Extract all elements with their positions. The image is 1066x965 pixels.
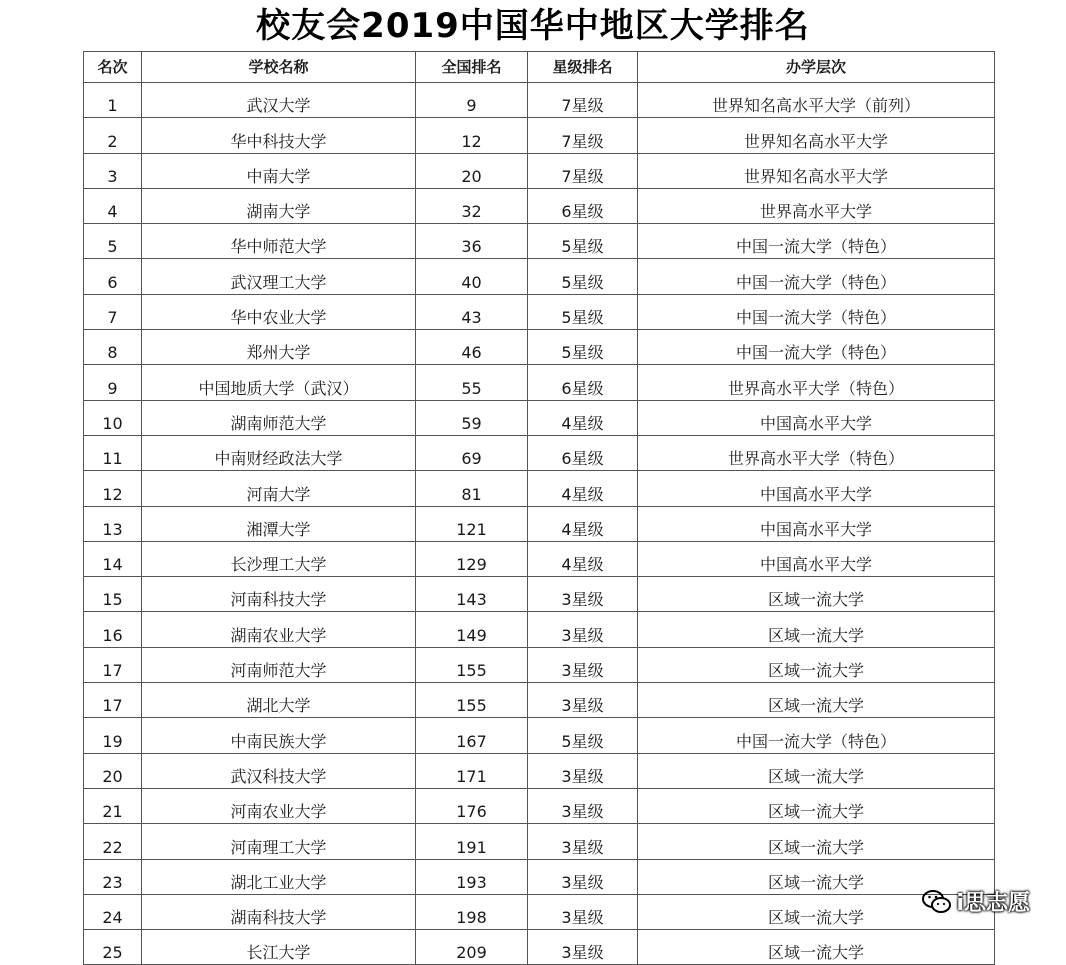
cell-star-rating: 7星级	[528, 153, 638, 188]
cell-national-rank: 36	[416, 224, 528, 259]
cell-school-name: 华中师范大学	[142, 224, 416, 259]
cell-national-rank: 9	[416, 83, 528, 118]
cell-school-level: 区域一流大学	[638, 824, 995, 859]
cell-national-rank: 43	[416, 294, 528, 329]
cell-rank: 4	[84, 188, 142, 223]
table-row	[84, 118, 995, 153]
cell-school-name: 湖北大学	[142, 683, 416, 718]
ranking-table	[83, 51, 995, 965]
cell-rank: 17	[84, 647, 142, 682]
cell-rank: 20	[84, 753, 142, 788]
cell-school-name: 中南财经政法大学	[142, 435, 416, 470]
cell-star-rating: 3星级	[528, 647, 638, 682]
table-row	[84, 541, 995, 576]
table-row	[84, 718, 995, 753]
cell-national-rank: 32	[416, 188, 528, 223]
cell-school-name: 河南师范大学	[142, 647, 416, 682]
cell-national-rank: 176	[416, 788, 528, 823]
cell-star-rating: 3星级	[528, 930, 638, 965]
cell-rank: 1	[84, 83, 142, 118]
cell-national-rank: 191	[416, 824, 528, 859]
cell-national-rank: 198	[416, 894, 528, 929]
cell-star-rating: 4星级	[528, 471, 638, 506]
cell-rank: 3	[84, 153, 142, 188]
cell-school-name: 河南农业大学	[142, 788, 416, 823]
cell-national-rank: 59	[416, 400, 528, 435]
header-school-level: 办学层次	[638, 52, 995, 83]
table-row	[84, 259, 995, 294]
cell-school-name: 湖南科技大学	[142, 894, 416, 929]
cell-star-rating: 6星级	[528, 365, 638, 400]
cell-rank: 22	[84, 824, 142, 859]
table-row	[84, 224, 995, 259]
cell-school-level: 区域一流大学	[638, 930, 995, 965]
cell-rank: 24	[84, 894, 142, 929]
cell-rank: 16	[84, 612, 142, 647]
table-row	[84, 330, 995, 365]
cell-school-level: 世界高水平大学（特色）	[638, 435, 995, 470]
cell-school-level: 中国高水平大学	[638, 471, 995, 506]
cell-rank: 21	[84, 788, 142, 823]
cell-national-rank: 46	[416, 330, 528, 365]
cell-school-level: 中国高水平大学	[638, 506, 995, 541]
cell-national-rank: 155	[416, 647, 528, 682]
cell-national-rank: 55	[416, 365, 528, 400]
cell-star-rating: 3星级	[528, 859, 638, 894]
cell-rank: 25	[84, 930, 142, 965]
cell-national-rank: 20	[416, 153, 528, 188]
cell-school-name: 长沙理工大学	[142, 541, 416, 576]
cell-national-rank: 143	[416, 577, 528, 612]
cell-national-rank: 81	[416, 471, 528, 506]
cell-rank: 8	[84, 330, 142, 365]
cell-rank: 17	[84, 683, 142, 718]
cell-school-level: 中国一流大学（特色）	[638, 330, 995, 365]
table-row	[84, 930, 995, 965]
cell-school-name: 华中农业大学	[142, 294, 416, 329]
cell-school-name: 湖南大学	[142, 188, 416, 223]
header-row	[84, 52, 995, 83]
cell-school-name: 武汉理工大学	[142, 259, 416, 294]
cell-star-rating: 7星级	[528, 83, 638, 118]
cell-national-rank: 155	[416, 683, 528, 718]
cell-school-level: 区域一流大学	[638, 753, 995, 788]
table-body	[84, 83, 995, 965]
table-row	[84, 647, 995, 682]
cell-star-rating: 5星级	[528, 330, 638, 365]
cell-star-rating: 3星级	[528, 577, 638, 612]
table-row	[84, 859, 995, 894]
cell-school-level: 中国一流大学（特色）	[638, 224, 995, 259]
table-row	[84, 824, 995, 859]
cell-star-rating: 6星级	[528, 435, 638, 470]
cell-star-rating: 6星级	[528, 188, 638, 223]
cell-star-rating: 5星级	[528, 259, 638, 294]
cell-rank: 14	[84, 541, 142, 576]
cell-national-rank: 121	[416, 506, 528, 541]
cell-rank: 15	[84, 577, 142, 612]
cell-school-level: 中国一流大学（特色）	[638, 294, 995, 329]
cell-national-rank: 12	[416, 118, 528, 153]
cell-school-name: 河南理工大学	[142, 824, 416, 859]
cell-school-level: 区域一流大学	[638, 788, 995, 823]
cell-school-level: 中国高水平大学	[638, 400, 995, 435]
table-row	[84, 506, 995, 541]
table-row	[84, 788, 995, 823]
cell-school-name: 武汉大学	[142, 83, 416, 118]
cell-star-rating: 5星级	[528, 294, 638, 329]
cell-rank: 6	[84, 259, 142, 294]
table-row	[84, 612, 995, 647]
cell-school-name: 郑州大学	[142, 330, 416, 365]
header-rank: 名次	[84, 52, 142, 83]
page-title: 校友会2019中国华中地区大学排名	[256, 6, 810, 46]
cell-school-level: 区域一流大学	[638, 683, 995, 718]
cell-school-name: 湖北工业大学	[142, 859, 416, 894]
table-row	[84, 683, 995, 718]
cell-rank: 9	[84, 365, 142, 400]
cell-star-rating: 4星级	[528, 400, 638, 435]
cell-rank: 23	[84, 859, 142, 894]
cell-rank: 12	[84, 471, 142, 506]
cell-school-name: 华中科技大学	[142, 118, 416, 153]
header-star-rating: 星级排名	[528, 52, 638, 83]
cell-star-rating: 3星级	[528, 683, 638, 718]
cell-national-rank: 69	[416, 435, 528, 470]
cell-rank: 7	[84, 294, 142, 329]
cell-school-level: 世界高水平大学（特色）	[638, 365, 995, 400]
cell-school-name: 湖南师范大学	[142, 400, 416, 435]
wechat-icon	[922, 889, 952, 915]
cell-school-name: 长江大学	[142, 930, 416, 965]
cell-rank: 2	[84, 118, 142, 153]
header-school-name: 学校名称	[142, 52, 416, 83]
cell-rank: 10	[84, 400, 142, 435]
cell-star-rating: 4星级	[528, 541, 638, 576]
cell-star-rating: 7星级	[528, 118, 638, 153]
cell-national-rank: 149	[416, 612, 528, 647]
table-row	[84, 577, 995, 612]
cell-star-rating: 4星级	[528, 506, 638, 541]
cell-star-rating: 3星级	[528, 894, 638, 929]
cell-rank: 11	[84, 435, 142, 470]
table-row	[84, 753, 995, 788]
cell-star-rating: 5星级	[528, 718, 638, 753]
table-row	[84, 365, 995, 400]
cell-school-name: 河南科技大学	[142, 577, 416, 612]
table-header	[84, 52, 995, 83]
cell-national-rank: 193	[416, 859, 528, 894]
cell-school-name: 湘潭大学	[142, 506, 416, 541]
cell-national-rank: 129	[416, 541, 528, 576]
table-row	[84, 471, 995, 506]
table-row	[84, 435, 995, 470]
table-row	[84, 188, 995, 223]
cell-school-level: 世界知名高水平大学	[638, 153, 995, 188]
cell-school-level: 中国高水平大学	[638, 541, 995, 576]
cell-national-rank: 40	[416, 259, 528, 294]
cell-school-name: 中南民族大学	[142, 718, 416, 753]
table-row	[84, 153, 995, 188]
watermark	[922, 886, 1030, 917]
cell-national-rank: 167	[416, 718, 528, 753]
cell-school-name: 河南大学	[142, 471, 416, 506]
cell-star-rating: 3星级	[528, 612, 638, 647]
cell-school-name: 中国地质大学（武汉）	[142, 365, 416, 400]
cell-star-rating: 3星级	[528, 788, 638, 823]
cell-star-rating: 3星级	[528, 753, 638, 788]
cell-national-rank: 209	[416, 930, 528, 965]
cell-school-level: 区域一流大学	[638, 894, 995, 929]
cell-school-level: 世界知名高水平大学	[638, 118, 995, 153]
cell-school-level: 世界高水平大学	[638, 188, 995, 223]
table-row	[84, 894, 995, 929]
cell-school-name: 中南大学	[142, 153, 416, 188]
cell-rank: 19	[84, 718, 142, 753]
table-row	[84, 83, 995, 118]
cell-national-rank: 171	[416, 753, 528, 788]
cell-school-level: 世界知名高水平大学（前列）	[638, 83, 995, 118]
cell-rank: 5	[84, 224, 142, 259]
table-row	[84, 294, 995, 329]
table-row	[84, 400, 995, 435]
cell-school-level: 区域一流大学	[638, 577, 995, 612]
cell-star-rating: 5星级	[528, 224, 638, 259]
cell-school-level: 区域一流大学	[638, 647, 995, 682]
cell-school-level: 中国一流大学（特色）	[638, 718, 995, 753]
cell-school-name: 武汉科技大学	[142, 753, 416, 788]
cell-rank: 13	[84, 506, 142, 541]
header-national-rank: 全国排名	[416, 52, 528, 83]
cell-school-level: 中国一流大学（特色）	[638, 259, 995, 294]
cell-school-name: 湖南农业大学	[142, 612, 416, 647]
cell-school-level: 区域一流大学	[638, 612, 995, 647]
watermark-text: i思志愿	[956, 891, 1030, 916]
cell-star-rating: 3星级	[528, 824, 638, 859]
cell-school-level: 区域一流大学	[638, 859, 995, 894]
